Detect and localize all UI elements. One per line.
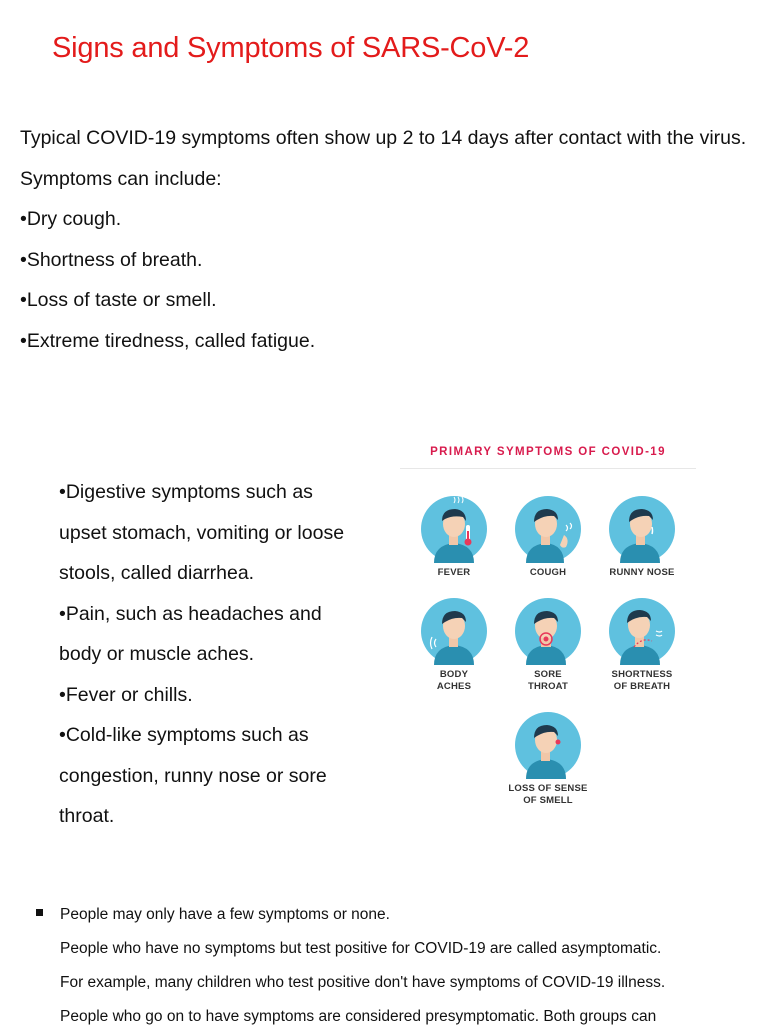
symptom-item: •Digestive symptoms such as upset stomach, vomiting or loose stools, called diarrhea.: [59, 481, 345, 584]
runny-nose-icon: [608, 495, 676, 563]
fever-icon: [420, 495, 488, 563]
symptom-cough: [500, 495, 596, 579]
symptom-sore-throat: [500, 597, 596, 693]
symptom-label: BODY: [439, 669, 469, 680]
symptom-label: RUNNY NOSE: [609, 567, 675, 578]
symptom-label: FEVER: [437, 567, 471, 578]
infographic-title: PRIMARY SYMPTOMS OF COVID-19: [430, 446, 666, 458]
symptom-shortness-of-breath: [594, 597, 690, 693]
symptom-label: LOSS OF SENSE: [508, 783, 588, 794]
symptoms-infographic: [398, 440, 698, 820]
symptom-label: ACHES: [436, 681, 472, 692]
notes-section: [36, 898, 756, 1034]
symptom-item: •Dry cough.: [20, 208, 122, 230]
shortness-of-breath-icon: [608, 597, 676, 665]
infographic-divider: [400, 468, 696, 469]
body-aches-icon: [420, 597, 488, 665]
symptom-label: OF SMELL: [523, 795, 573, 806]
intro-section: [20, 118, 750, 361]
symptom-label: OF BREATH: [613, 681, 671, 692]
list-item: [36, 898, 756, 932]
symptom-item: •Extreme tiredness, called fatigue.: [20, 329, 316, 352]
cough-icon: [514, 495, 582, 563]
sore-throat-icon: [514, 597, 582, 665]
loss-of-smell-icon: [514, 711, 582, 779]
symptom-item: •Fever or chills.: [59, 683, 193, 706]
note-text: People who have no symptoms but test positive for COVID-19 are called asymptomatic.: [60, 940, 662, 957]
more-symptoms: [59, 472, 359, 837]
symptom-runny-nose: [594, 495, 690, 579]
symptom-loss-of-smell: [500, 711, 596, 807]
symptom-item: •Cold-like symptoms such as congestion, runny nose or sore throat.: [59, 724, 327, 827]
symptoms-lead: Symptoms can include:: [20, 167, 222, 190]
note-text: People may only have a few symptoms or none.: [60, 906, 390, 923]
symptom-item: •Shortness of breath.: [20, 248, 203, 271]
symptom-label: COUGH: [529, 567, 567, 578]
note-text: People who go on to have symptoms are considered presymptomatic. Both groups can: [60, 1008, 657, 1025]
symptom-label: SORE: [534, 669, 562, 680]
symptom-label: SHORTNESS: [611, 669, 673, 680]
square-bullet-icon: [36, 909, 43, 916]
note-text: For example, many children who test positive don't have symptoms of COVID-19 illness.: [60, 974, 666, 991]
symptom-label: THROAT: [527, 681, 569, 692]
symptom-fever: [406, 495, 502, 579]
symptom-item: •Pain, such as headaches and body or muscle aches.: [59, 602, 322, 665]
symptom-body-aches: [406, 597, 502, 693]
page-title: Signs and Symptoms of SARS-CoV-2: [52, 32, 530, 64]
intro-text: Typical COVID-19 symptoms often show up 2 to 14 days after contact with the virus.: [20, 127, 747, 149]
symptom-item: •Loss of taste or smell.: [20, 289, 217, 311]
